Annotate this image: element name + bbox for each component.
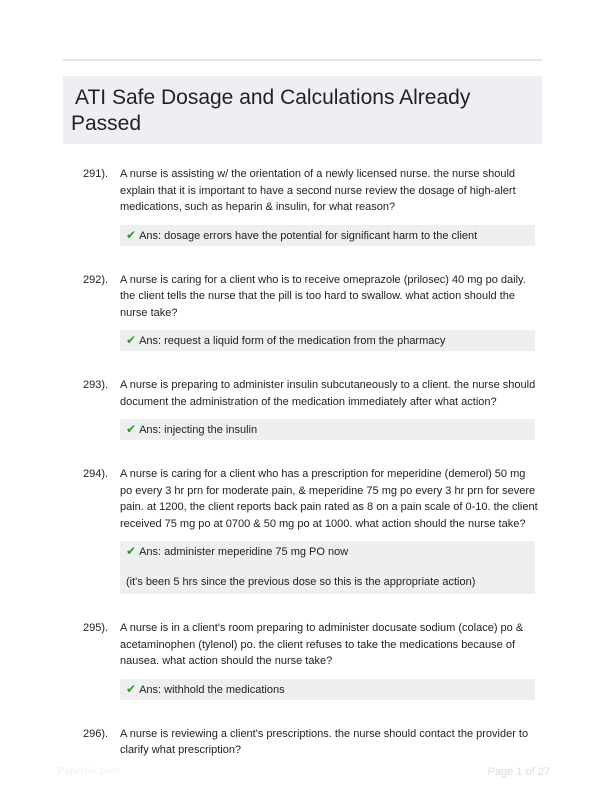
answer-text: Ans: administer meperidine 75 mg PO now xyxy=(139,546,349,558)
question-item xyxy=(0,466,606,594)
question-item xyxy=(0,726,606,759)
question-text: A nurse is caring for a client who has a prescription for meperidine (demerol) 50 mg po every 3 hr prn for moderate pain, & meperidine 75 mg po every 3 hr prn for severe pain. at 1200, the client reports back pain rated as 8 on a pain scale of 0-10. the client received 75 mg po at 0700 & 50 mg po at 1000. what action should the nurse take? xyxy=(120,468,538,530)
answer-text: Ans: dosage errors have the potential for significant harm to the client xyxy=(139,229,478,242)
question-item xyxy=(0,377,606,440)
question-number: 291). xyxy=(83,168,109,180)
check-icon: ✔ xyxy=(126,681,137,696)
answer-text: Ans: request a liquid form of the medication from the pharmacy xyxy=(139,335,446,347)
check-icon: ✔ xyxy=(126,422,137,436)
answer-box xyxy=(120,330,535,351)
question-number: 294). xyxy=(83,468,109,480)
title-banner xyxy=(63,76,542,144)
question-text: A nurse is preparing to administer insulin subcutaneously to a client. the nurse should document the administration of the medication immediately after what action? xyxy=(120,379,536,408)
check-icon: ✔ xyxy=(126,333,137,347)
answer-box xyxy=(120,679,535,700)
question-list xyxy=(0,166,606,785)
question-text: A nurse is reviewing a client's prescriptions. the nurse should contact the provider to clarify what prescription? xyxy=(120,727,529,756)
answer-box xyxy=(120,541,535,594)
footer-watermark: Paperblc.com xyxy=(58,766,120,777)
check-icon: ✔ xyxy=(126,544,137,558)
question-text: A nurse is in a client's room preparing to administer docusate sodium (colace) po & acetaminophen (tylenol) po. the client refuses to take the medications because of nausea. what action should the nurse take? xyxy=(120,622,524,667)
question-item xyxy=(0,272,606,352)
question-number: 296). xyxy=(83,727,109,740)
question-item xyxy=(0,166,606,246)
answer-box xyxy=(120,225,535,246)
page-indicator: Page 1 of 27 xyxy=(487,766,550,778)
question-number: 295). xyxy=(83,622,109,634)
question-number: 292). xyxy=(83,273,109,286)
check-icon: ✔ xyxy=(126,227,137,242)
answer-text: Ans: withhold the medications xyxy=(139,683,285,696)
answer-text: Ans: injecting the insulin xyxy=(139,424,258,436)
answer-note: (it's been 5 hrs since the previous dose so this is the appropriate action) xyxy=(126,576,476,588)
page-title: ATI Safe Dosage and Calculations Already Passed xyxy=(71,86,471,135)
question-text: A nurse is caring for a client who is to receive omeprazole (prilosec) 40 mg po daily. the client tells the nurse that the pill is too hard to swallow. what action should the nurse take? xyxy=(120,273,526,319)
answer-box xyxy=(120,419,535,440)
question-number: 293). xyxy=(83,379,109,391)
question-text: A nurse is assisting w/ the orientation of a newly licensed nurse. the nurse should explain that it is important to have a second nurse review the dosage of high-alert medications, such as heparin & insulin, for what reason? xyxy=(120,168,516,213)
top-divider xyxy=(63,59,542,61)
question-item xyxy=(0,620,606,700)
